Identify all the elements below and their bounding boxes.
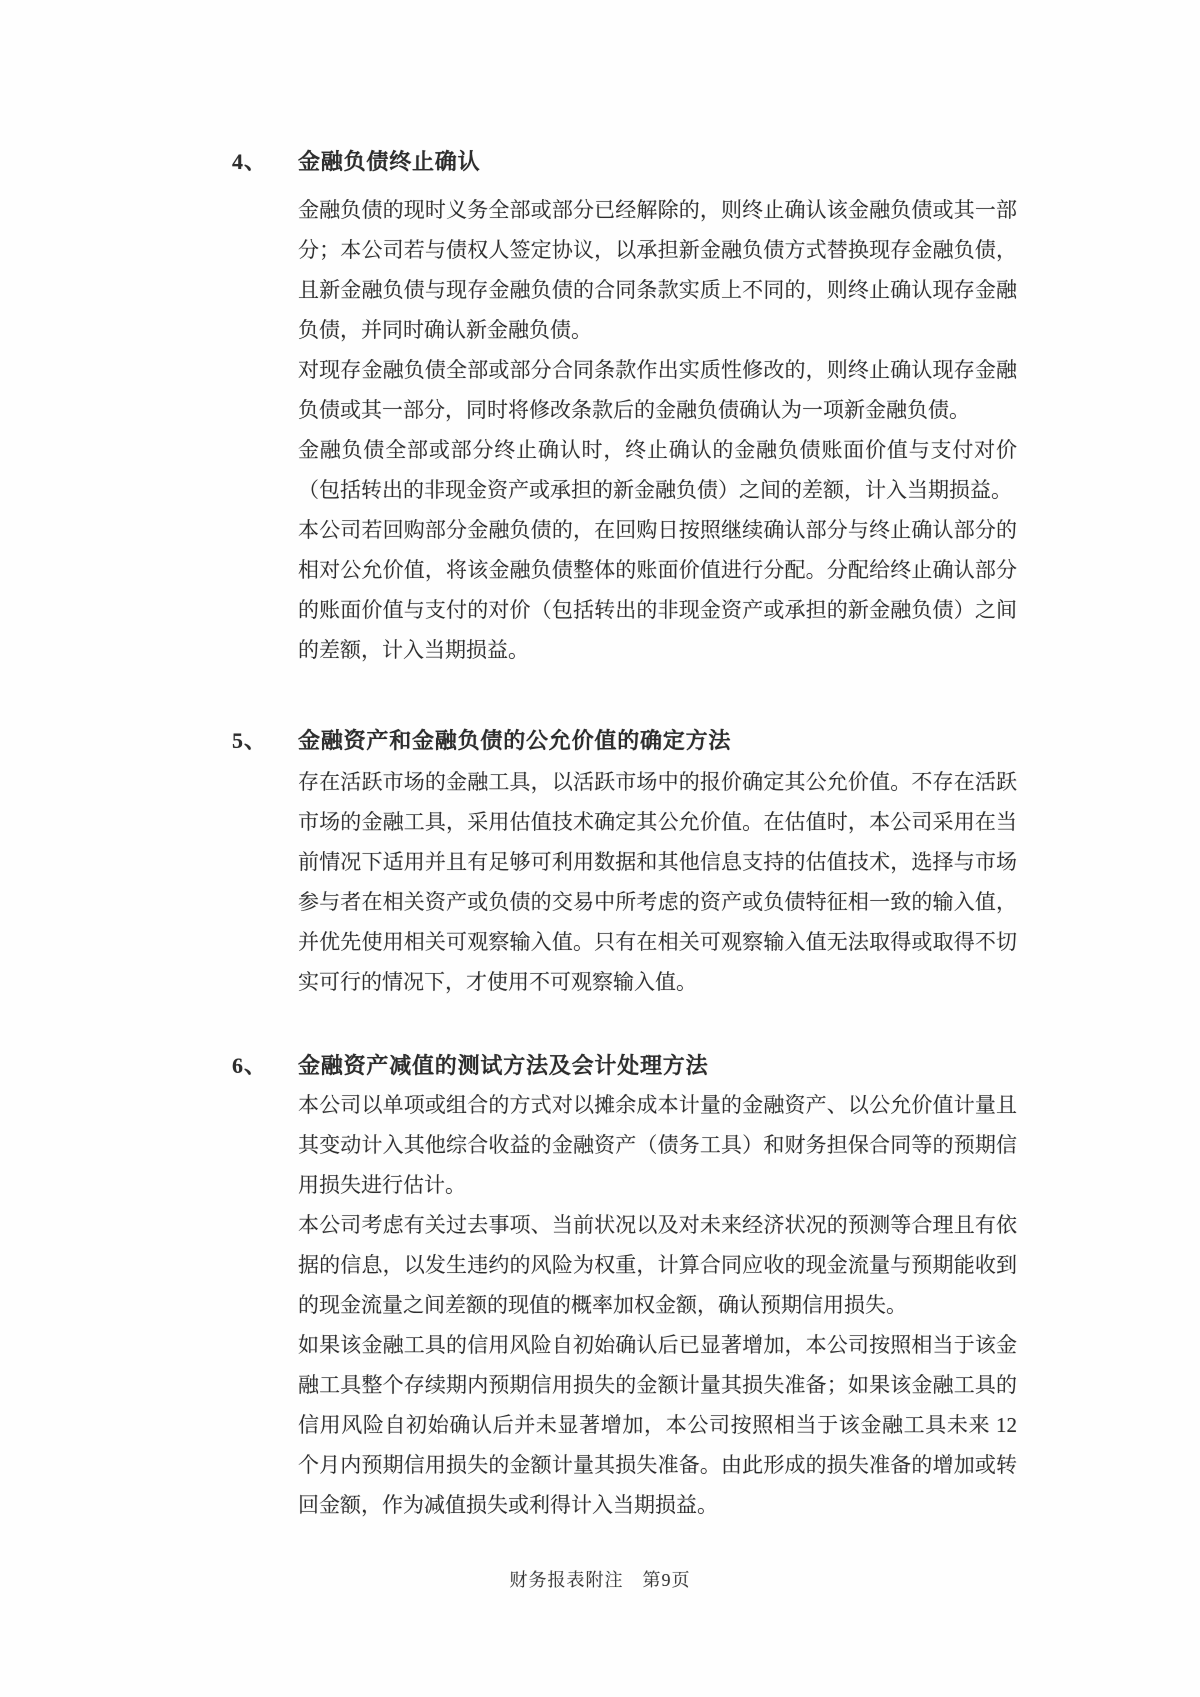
section-paragraph: 本公司以单项或组合的方式对以摊余成本计量的金融资产、以公允价值计量且其变动计入其他综合收益的金融资产（债务工具）和财务担保合同等的预期信用损失进行估计。: [298, 1093, 1017, 1197]
document-content: [232, 0, 1017, 1525]
section-paragraph: 如果该金融工具的信用风险自初始确认后已显著增加，本公司按照相当于该金融工具整个存续期内预期信用损失的金额计量其损失准备；如果该金融工具的信用风险自初始确认后并未显著增加，本公司按照相当于该金融工具未来 12 个月内预期信用损失的金额计量其损失准备。由此形成的损失准备的增加或转回金额，作为减值损失或利得计入当期损益。: [298, 1333, 1017, 1517]
section-heading-row: [232, 146, 1017, 178]
section-body: [298, 762, 1017, 1002]
section-number: 5、: [232, 728, 268, 753]
section-paragraph: 本公司考虑有关过去事项、当前状况以及对未来经济状况的预测等合理且有依据的信息，以发生违约的风险为权重，计算合同应收的现金流量与预期能收到的现金流量之间差额的现值的概率加权金额，确认预期信用损失。: [298, 1213, 1017, 1317]
section-impairment-testing: [232, 1050, 1017, 1525]
section-paragraph: 存在活跃市场的金融工具，以活跃市场中的报价确定其公允价值。不存在活跃市场的金融工具，采用估值技术确定其公允价值。在估值时，本公司采用在当前情况下适用并且有足够可利用数据和其他信息支持的估值技术，选择与市场参与者在相关资产或负债的交易中所考虑的资产或负债特征相一致的输入值，并优先使用相关可观察输入值。只有在相关可观察输入值无法取得或取得不切实可行的情况下，才使用不可观察输入值。: [298, 770, 1017, 994]
section-heading-row: [232, 1050, 1017, 1082]
section-title: 金融资产减值的测试方法及会计处理方法: [298, 1053, 709, 1078]
section-heading-row: [232, 725, 1017, 757]
section-title: 金融负债终止确认: [298, 149, 481, 174]
section-body: [298, 1085, 1017, 1525]
section-paragraph: 金融负债全部或部分终止确认时，终止确认的金融负债账面价值与支付对价（包括转出的非现金资产或承担的新金融负债）之间的差额，计入当期损益。: [298, 438, 1017, 502]
section-paragraph: 金融负债的现时义务全部或部分已经解除的，则终止确认该金融负债或其一部分；本公司若与债权人签定协议，以承担新金融负债方式替换现存金融负债，且新金融负债与现存金融负债的合同条款实质上不同的，则终止确认现存金融负债，并同时确认新金融负债。: [298, 198, 1017, 342]
section-number: 6、: [232, 1053, 268, 1078]
page-footer: 财务报表附注 第9页: [509, 1570, 691, 1590]
section-number: 4、: [232, 149, 268, 174]
section-paragraph: 对现存金融负债全部或部分合同条款作出实质性修改的，则终止确认现存金融负债或其一部分，同时将修改条款后的金融负债确认为一项新金融负债。: [298, 358, 1017, 422]
section-body: [298, 190, 1017, 670]
section-fair-value-determination: [232, 725, 1017, 1002]
section-title: 金融资产和金融负债的公允价值的确定方法: [298, 728, 732, 753]
section-paragraph: 本公司若回购部分金融负债的，在回购日按照继续确认部分与终止确认部分的相对公允价值，将该金融负债整体的账面价值进行分配。分配给终止确认部分的账面价值与支付的对价（包括转出的非现金资产或承担的新金融负债）之间的差额，计入当期损益。: [298, 518, 1017, 662]
section-financial-liability-derecognition: [232, 146, 1017, 670]
